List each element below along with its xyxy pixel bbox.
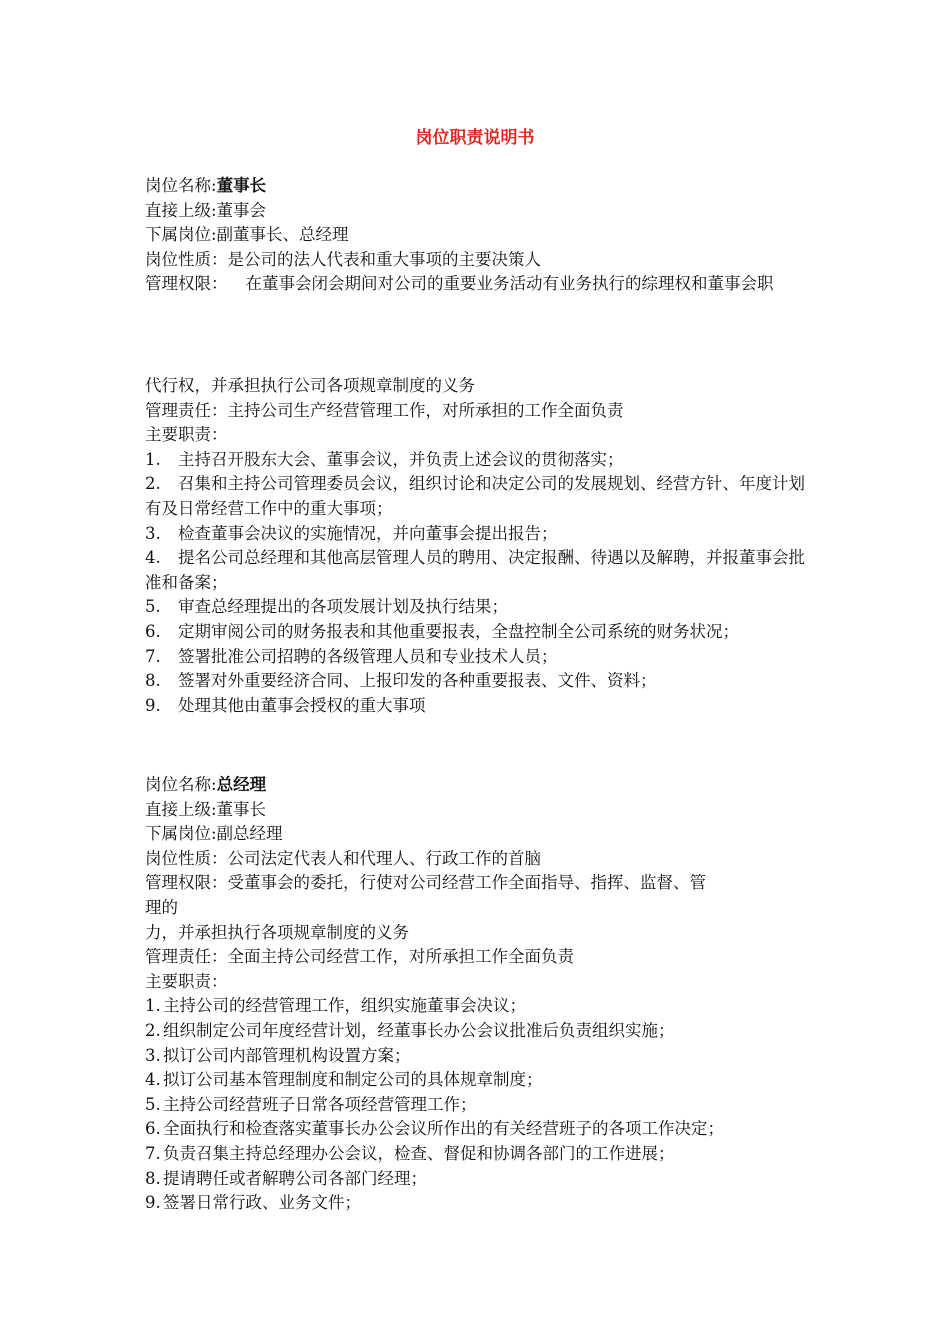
list-item-text: 拟订公司内部管理机构设置方案； — [163, 1045, 411, 1065]
list-item-text: 组织制定公司年度经营计划，经董事长办公会议批准后负责组织实施； — [163, 1020, 675, 1040]
chairman-position-name — [145, 174, 815, 199]
list-item — [145, 1068, 815, 1093]
list-item — [145, 994, 815, 1019]
list-item-number: 9. — [145, 1193, 161, 1213]
list-item-number: 2. — [145, 1020, 161, 1040]
list-item-number: 2. — [145, 474, 161, 494]
chairman-nature: 岗位性质：是公司的法人代表和重大事项的主要决策人 — [145, 249, 541, 269]
page-title: 岗位职责说明书 — [415, 128, 535, 148]
chairman-duties-heading: 主要职责： — [145, 425, 228, 445]
list-item — [145, 595, 815, 620]
authority-text: 在董事会闭会期间对公司的重要业务活动有业务执行的综理权和董事会职 — [245, 274, 774, 294]
list-item — [145, 1117, 815, 1142]
list-item-text: 提请聘任或者解聘公司各部门经理； — [163, 1168, 427, 1188]
list-item-number: 7. — [145, 1143, 161, 1163]
list-item — [145, 1019, 815, 1044]
gm-section — [145, 773, 815, 1216]
position-name-label: 岗位名称: — [145, 775, 217, 794]
gm-position-name — [145, 773, 815, 798]
authority-label: 管理权限： — [145, 274, 228, 294]
list-item-number: 5. — [145, 597, 161, 617]
list-item — [145, 472, 815, 521]
position-name-label: 岗位名称: — [145, 176, 217, 195]
gm-authority-line1: 管理权限：受董事会的委托，行使对公司经营工作全面指导、指挥、监督、管 — [145, 873, 706, 893]
list-item-number: 1. — [145, 449, 161, 469]
list-item-text: 检查董事会决议的实施情况，并向董事会提出报告； — [178, 523, 558, 543]
chairman-responsibility: 管理责任：主持公司生产经营管理工作，对所承担的工作全面负责 — [145, 400, 624, 420]
list-item-text: 审查总经理提出的各项发展计划及执行结果； — [178, 597, 508, 617]
chairman-superior: 直接上级:董事会 — [145, 200, 267, 220]
list-item-text: 主持公司的经营管理工作，组织实施董事会决议； — [163, 996, 526, 1016]
gm-nature: 岗位性质：公司法定代表人和代理人、行政工作的首脑 — [145, 848, 541, 868]
list-item — [145, 694, 815, 719]
list-item-text: 主持召开股东大会、董事会议，并负责上述会议的贯彻落实； — [178, 449, 624, 469]
list-item-number: 1. — [145, 996, 161, 1016]
chairman-section — [145, 174, 815, 297]
list-item-text: 全面执行和检查落实董事长办公会议所作出的有关经营班子的各项工作决定； — [163, 1119, 724, 1139]
list-item — [145, 1191, 815, 1216]
list-item — [145, 546, 815, 595]
gm-responsibility: 管理责任：全面主持公司经营工作，对所承担工作全面负责 — [145, 947, 574, 967]
gm-subordinates: 下属岗位:副总经理 — [145, 824, 283, 844]
list-item-text: 负责召集主持总经理办公会议，检查、督促和协调各部门的工作进展； — [163, 1143, 675, 1163]
list-item-text: 签署批准公司招聘的各级管理人员和专业技术人员； — [178, 646, 558, 666]
gm-authority-line2: 理的 — [145, 897, 178, 917]
position-name-value: 总经理 — [216, 775, 267, 794]
list-item-text: 提名公司总经理和其他高层管理人员的聘用、决定报酬、待遇以及解聘，并报董事会批准和备案； — [145, 548, 805, 592]
list-item — [145, 669, 815, 694]
list-item-number: 9. — [145, 695, 161, 715]
list-item-number: 3. — [145, 1045, 161, 1065]
list-item-number: 6. — [145, 621, 161, 641]
list-item — [145, 1142, 815, 1167]
list-item-text: 签署对外重要经济合同、上报印发的各种重要报表、文件、资料； — [178, 671, 657, 691]
position-name-value: 董事长 — [216, 176, 267, 195]
list-item — [145, 1167, 815, 1192]
list-item-text: 拟订公司基本管理制度和制定公司的具体规章制度； — [163, 1070, 543, 1090]
list-item-number: 6. — [145, 1119, 161, 1139]
list-item-text: 签署日常行政、业务文件； — [163, 1193, 361, 1213]
chairman-duties-section — [145, 374, 815, 718]
chairman-subordinates: 下属岗位:副董事长、总经理 — [145, 225, 349, 245]
chairman-authority-cont: 代行权，并承担执行公司各项规章制度的义务 — [145, 376, 475, 395]
gm-superior: 直接上级:董事长 — [145, 799, 267, 819]
list-item-number: 4. — [145, 548, 161, 568]
list-item-number: 7. — [145, 646, 161, 666]
list-item — [145, 1044, 815, 1069]
list-item-number: 3. — [145, 523, 161, 543]
list-item-number: 4. — [145, 1070, 161, 1090]
list-item — [145, 448, 815, 473]
list-item-text: 召集和主持公司管理委员会议，组织讨论和决定公司的发展规划、经营方针、年度计划有及日常经营工作中的重大事项； — [145, 474, 805, 518]
list-item-number: 8. — [145, 671, 161, 691]
list-item — [145, 620, 815, 645]
list-item-number: 5. — [145, 1094, 161, 1114]
list-item-text: 处理其他由董事会授权的重大事项 — [178, 695, 426, 715]
list-item — [145, 645, 815, 670]
list-item — [145, 522, 815, 547]
chairman-authority — [145, 272, 815, 297]
list-item-number: 8. — [145, 1168, 161, 1188]
list-item-text: 主持公司经营班子日常各项经营管理工作； — [163, 1094, 477, 1114]
list-item — [145, 1093, 815, 1118]
list-item-text: 定期审阅公司的财务报表和其他重要报表，全盘控制全公司系统的财务状况； — [178, 621, 739, 641]
gm-authority-line3: 力，并承担执行各项规章制度的义务 — [145, 922, 409, 942]
gm-duties-heading: 主要职责： — [145, 971, 228, 991]
